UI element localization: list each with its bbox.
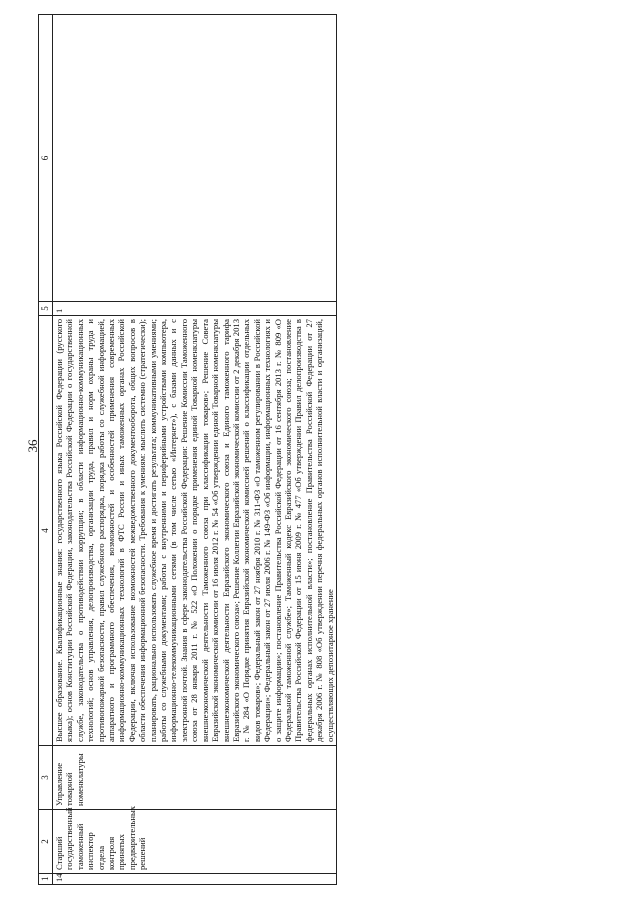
header-col-1: 1 [39,874,53,885]
header-col-5: 5 [39,302,53,316]
qualification-requirements: Высшее образование. Квалификационные знания: государственного языка Российской Федерации (русского языка); основ Конституции Российской Федерации, законодательства Российской Федерации о государственной службе, законодательства о противодействии коррупции; в области информационно-коммуникационных технологий; основ управления, делопроизводства, организации труда, правил и норм охраны труда и противопожарной безопасности, правил служебного распорядка, порядка работы со служебной информацией, аппаратного и программного обеспечения, возможностей и особенностей применения современных информационно-коммуникационных технологий в ФТС России и иных таможенных органах Российской Федерации, включая использование возможностей межведомственного документооборота, общих вопросов в области обеспечения информационной безопасности. Требования к умениям: мыслить системно (стратегически); планировать, рационально использовать служебное время и достигать результата; коммуникативными умениями; работы со служебными документами; работы с внутренними и периферийными устройствами компьютера, информационно-телекоммуникационными сетями (в том числе сетью «Интернет»), с базами данных и с электронной почтой. Знания в сфере законодательства Российской Федерации: Решение Комиссии Таможенного союза от 28 января 2011 г. № 522 «О Положении о порядке применения единой Товарной номенклатуры внешнеэкономической деятельности Таможенного союза при классификации товаров»; Решение Совета Евразийской экономической комиссии от 16 июля 2012 г. № 54 «Об утверждении единой Товарной номенклатуры внешнеэкономической деятельности Евразийского экономического союза и Единого таможенного тарифа Евразийского экономического союза»; Решение Коллегии Евразийской экономической комиссии от 2 декабря 2013 г. № 284 «О Порядке принятия Евразийской экономической комиссией решений о классификации отдельных видов товаров»; Федеральный закон от 27 ноября 2010 г. № 311-ФЗ «О таможенном регулировании в Российской Федерации»; Федеральный закон от 27 июля 2006 г. № 149-ФЗ «Об информации, информационных технологиях и о защите информации»; постановление Правительства Российской Федерации от 16 сентября 2013 г. № 809 «О Федеральной таможенной службе»; Таможенный кодекс Евразийского экономического союза; постановление Правительства Российской Федерации от 15 июня 2009 г. № 477 «Об утверждении Правил делопроизводства в федеральных органах исполнительной власти»; постановление Правительства Российской Федерации от 27 декабря 2006 г. № 808 «Об утверждении перечня федеральных органов исполнительной власти и организаций, осуществляющих депозитарное хранение [53,316,337,746]
table-row [53,15,337,885]
position-title: Старший государственный таможенный инспектор отдела контроля принятых предварительных решений [53,810,337,874]
col5-value: 1 [53,302,337,316]
header-col-4: 4 [39,316,53,746]
division-name: Управление товарной номенклатуры [53,746,337,810]
page-number: 36 [25,439,40,453]
col6-value [53,15,337,302]
rotated-table-sheet [38,15,598,885]
positions-table [38,14,337,885]
header-row [39,15,53,885]
header-col-6: 6 [39,15,53,302]
header-col-2: 2 [39,810,53,874]
header-col-3: 3 [39,746,53,810]
row-number: 14 [53,874,337,885]
